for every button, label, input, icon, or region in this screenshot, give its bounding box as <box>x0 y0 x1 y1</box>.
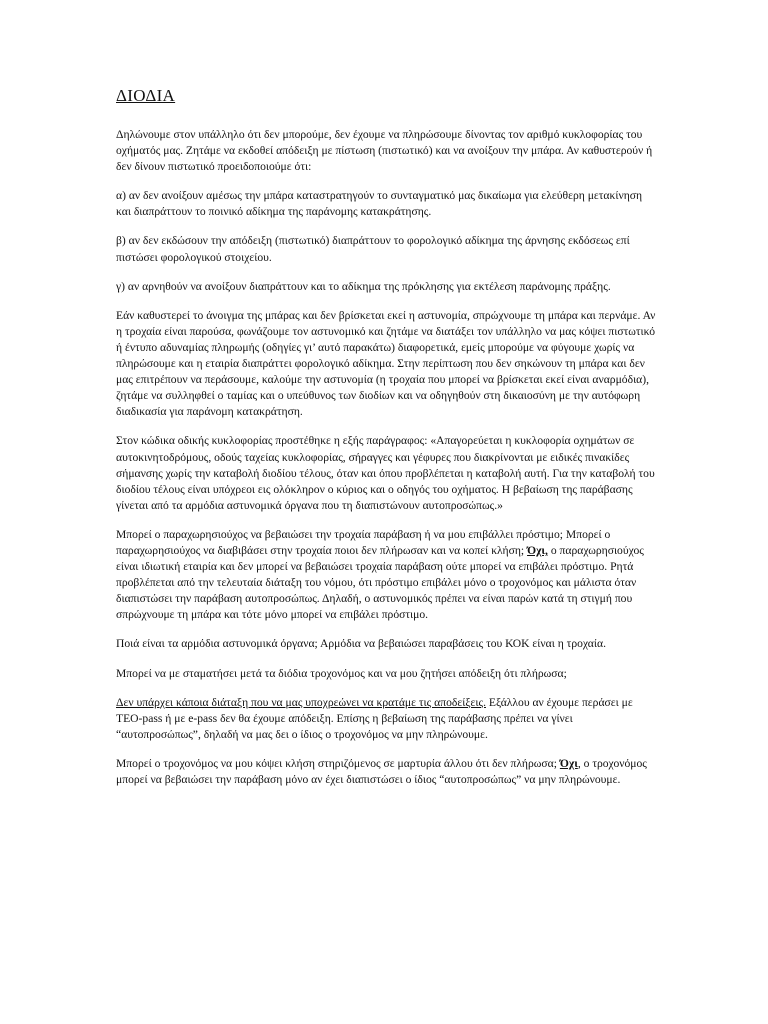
question-text: Μπορεί ο παραχωρησιούχος να βεβαιώσει την τροχαία παράβαση ή να μου επιβάλλει πρόστιμο; Μπορεί ο παραχωρησιούχος να διαβιβάσει στην τροχαία ποιοι δεν πλήρωσαν και να κοπεί κλήση; <box>116 527 611 557</box>
paragraph-authorities: Ποιά είναι τα αρμόδια αστυνομικά όργανα; Αρμόδια να βεβαιώσει παραβάσεις του ΚΟΚ είναι η τροχαία. <box>116 637 606 651</box>
paragraph-intro: Δηλώνουμε στον υπάλληλο ότι δεν μπορούμε, δεν έχουμε να πληρώσουμε δίνοντας τον αριθμό κυκλοφορίας του οχήματός μας. Ζητάμε να εκδοθεί απόδειξη με πίστωση (πιστωτικό) και να ανοίξουν την μπάρα. Αν καθυστερούν ή δεν δίνουν πιστωτικό προειδοποιούμε ότι: <box>116 128 653 174</box>
answer-text: ο παραχωρησιούχος είναι ιδιωτική εταιρία και δεν μπορεί να βεβαιώσει τροχαία παράβαση ούτε μπορεί να επιβάλει πρόστιμο. Ρητά προβλέπεται από την τελευταία διάταξη του νόμου, ότι πρόστιμο επιβάλει μόνο ο τροχονόμος και μάλιστα όταν διαπιστώσει την παράβαση αυτοπροσώπως. Δηλαδή, ο αστυνομικός πρέπει να είναι παρών κατά τη στιγμή που σπρώχνουμε τη μπάρα και τότε μόνο μπορεί να επιβάλει πρόστιμο. <box>116 543 644 622</box>
paragraph-point-b: β) αν δεν εκδώσουν την απόδειξη (πιστωτικό) διαπράττουν το φορολογικό αδίκημα της άρνησης εκδόσεως επί πιστώσει φορολογικού στοιχείου. <box>116 234 630 264</box>
testimony-answer: , ο τροχονόμος μπορεί να βεβαιώσει την παράβαση μόνο αν έχει διαπιστώσει ο ίδιος “αυτοπροσώπως” να μην πληρώνουμε. <box>116 756 647 786</box>
paragraph-concessionaire <box>116 527 656 624</box>
answer-no: Όχι, <box>527 543 548 557</box>
paragraph-traffic-code: Στον κώδικα οδικής κυκλοφορίας προστέθηκε η εξής παράγραφος: «Απαγορεύεται η κυκλοφορία οχημάτων σε αυτοκινητοδρόμους, οδούς ταχείας κυκλοφορίας, σήραγγες και γέφυρες που διακρίνονται με ειδικές πινακίδες σήμανσης χωρίς την καταβολή διοδίου τέλους, όταν και όπου προβλέπεται η καταβολή αυτή. Για την καταβολή του διοδίου τέλους είναι υπόχρεοι εις ολόκληρον ο κύριος και ο οδηγός του οχήματος. Η βεβαίωση της παράβασης γίνεται από τα αρμόδια αστυνομικά όργανα που τη διαπιστώνουν αυτοπροσώπως.» <box>116 434 655 512</box>
receipt-statement: Δεν υπάρχει κάποια διάταξη που να μας υποχρεώνει να κρατάμε τις αποδείξεις. <box>116 695 486 709</box>
paragraph-question-receipt: Μπορεί να με σταματήσει μετά τα διόδια τροχονόμος και να μου ζητήσει απόδειξη ότι πλήρωσα; <box>116 666 567 680</box>
paragraph-testimony <box>116 756 656 788</box>
testimony-question: Μπορεί ο τροχονόμος να μου κόψει κλήση στηριζόμενος σε μαρτυρία άλλου ότι δεν πλήρωσα; <box>116 756 560 770</box>
paragraph-receipts <box>116 695 656 743</box>
answer-no-2: Όχι <box>559 756 578 770</box>
paragraph-procedure: Εάν καθυστερεί το άνοιγμα της μπάρας και δεν βρίσκεται εκεί η αστυνομία, σπρώχνουμε τη μπάρα και περνάμε. Αν η τροχαία είναι παρούσα, φωνάζουμε τον αστυνομικό και ζητάμε να διατάξει τον υπάλληλο να μας κόψει πιστωτικό ή έντυπο αδυναμίας πληρωμής (οδηγίες γι’ αυτό παρακάτω) διαφορετικά, εμείς μπορούμε να φύγουμε χωρίς να πληρώσουμε και η εταιρία διαπράττει φορολογικό αδίκημα. Στην περίπτωση που δεν σηκώνουν τη μπάρα και δεν μας επιτρέπουν να περάσουμε, καλούμε την αστυνομία (η τροχαία που μπορεί να βρίσκεται εκεί είναι αναρμόδια), ζητάμε να συλληφθεί ο ταμίας και ο υπεύθυνος των διοδίων και να οδηγηθούν στη δικαιοσύνη με την αυτόφωρη διαδικασία για παράνομη κατακράτηση. <box>116 308 656 419</box>
document-title: ΔΙΟΔΙΑ <box>116 86 176 105</box>
paragraph-point-a: α) αν δεν ανοίξουν αμέσως την μπάρα καταστρατηγούν το συνταγματικό μας δικαίωμα για ελεύθερη μετακίνηση και διαπράττουν το ποινικό αδίκημα της παράνομης κατακράτησης. <box>116 189 643 219</box>
paragraph-point-c: γ) αν αρνηθούν να ανοίξουν διαπράττουν και το αδίκημα της πρόκλησης για εκτέλεση παράνομης πράξης. <box>116 279 611 293</box>
receipt-text: Εξάλλου αν έχουμε περάσει με ΤΕΟ-pass ή με e-pass δεν θα έχουμε απόδειξη. Επίσης η βεβαίωση της παράβασης πρέπει να γίνει “αυτοπροσώπως”, δηλαδή να μας δει ο ίδιος ο τροχονόμος να μην πληρώνουμε. <box>116 695 633 741</box>
document-page <box>116 86 656 801</box>
